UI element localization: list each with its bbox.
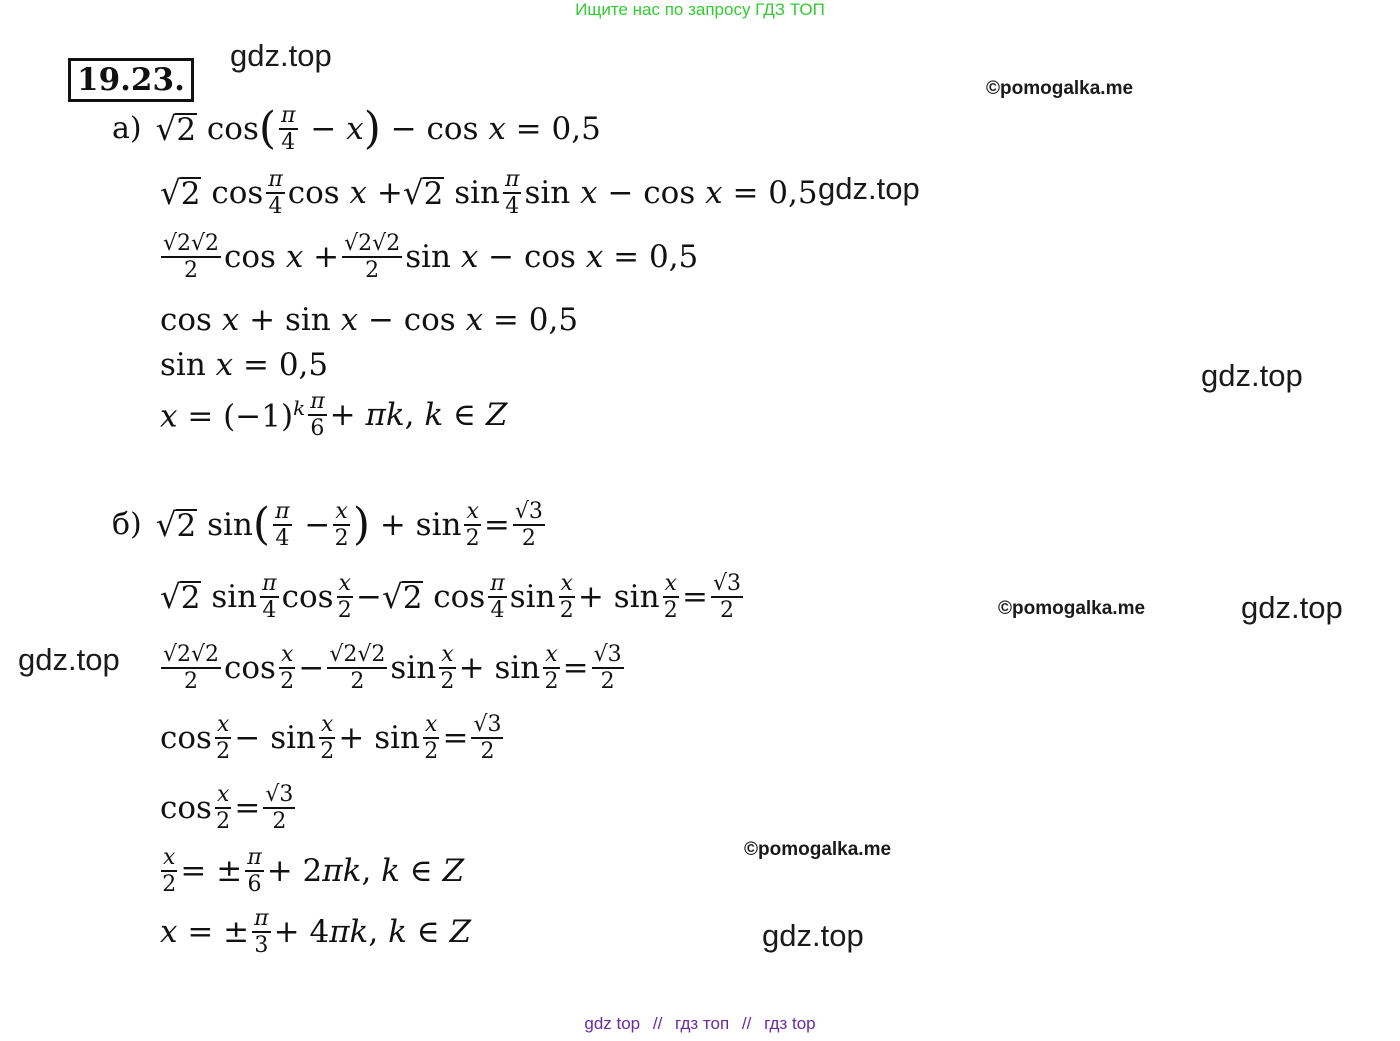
part-a-line-2: √ 2 cos π 4 cos x + √ 2 sin π 4 sin x − cos x = 0,5 — [160, 167, 818, 220]
part-b-label: б) — [112, 507, 142, 543]
part-a-line-3: √2√2 2 cos x + $\frac{√2√2}{2}$ sin x − cos x = 0,5 — [163, 231, 699, 284]
watermark-pomogalka: ©pomogalka.me — [744, 839, 892, 860]
footer-links — [0, 1014, 1400, 1034]
watermark-gdz: gdz.top — [1201, 358, 1303, 393]
part-a-line-4: cos x + sin x − cos x = 0,5 — [160, 302, 579, 338]
watermark-pomogalka: ©pomogalka.me — [998, 598, 1146, 619]
part-a-line-5: sin x = 0,5 — [160, 347, 329, 383]
part-a-line-6: $x = (-1)^k$ π 6 + πk, k ∈ Z — [160, 389, 508, 442]
watermark-gdz: gdz.top — [230, 38, 332, 73]
part-b-line-6: $\frac{x}{2}$ = ± $\frac{\pi}{6}$ + 2πk, k ∈ Z — [162, 845, 465, 898]
part-b-line-4: cos x 2 − sin x 2 + sin $\frac{x}{2}$ = $\frac{√3}{2}$ — [160, 712, 502, 765]
footer-link-gdz-top[interactable]: gdz top — [584, 1014, 641, 1033]
footer-link-gdz-top-mixed[interactable]: гдз top — [764, 1014, 816, 1033]
part-a-line-1: а) √ 2 cos ( π 4 − x ) − cos x = 0,5 — [112, 103, 601, 156]
part-b-line-7: x = ± $\frac{\pi}{3}$ + 4πk, k ∈ Z — [160, 906, 472, 959]
footer-separator: // — [652, 1014, 663, 1033]
part-b-line-1: б) √ 2 sin ( π 4 − $\frac{x}{2}$ ) + sin $\frac{x}{2}$ = $\frac{√3}{2}$ — [112, 499, 543, 552]
watermark-gdz: gdz.top — [1241, 590, 1343, 625]
part-b-line-3: √2√2 2 cos x 2 − $\frac{√2√2}{2}$ sin x 2 + sin $\frac{x}{2}$ = $\frac{√3}{2}$ — [163, 642, 622, 695]
watermark-gdz: gdz.top — [762, 918, 864, 953]
watermark-gdz: gdz.top — [818, 171, 920, 206]
watermark-gdz: gdz.top — [18, 642, 120, 677]
footer-link-gdz-top-ru[interactable]: гдз топ — [675, 1014, 730, 1033]
part-b-line-2: √ 2 sin π 4 cos x 2 − √ 2 cos π 4 sin x 2 + sin $\frac{x}{2}$ = $\frac{√3}{2}$ — [160, 571, 741, 624]
watermark-pomogalka: ©pomogalka.me — [986, 78, 1134, 99]
problem-number: 19.23. — [68, 58, 194, 102]
part-a-label: а) — [112, 111, 142, 147]
footer-separator: // — [741, 1014, 752, 1033]
part-b-line-5: cos $\frac{x}{2}$ = $\frac{√3}{2}$ — [160, 782, 294, 835]
top-banner: Ищите нас по запросу ГДЗ ТОП — [575, 0, 825, 19]
